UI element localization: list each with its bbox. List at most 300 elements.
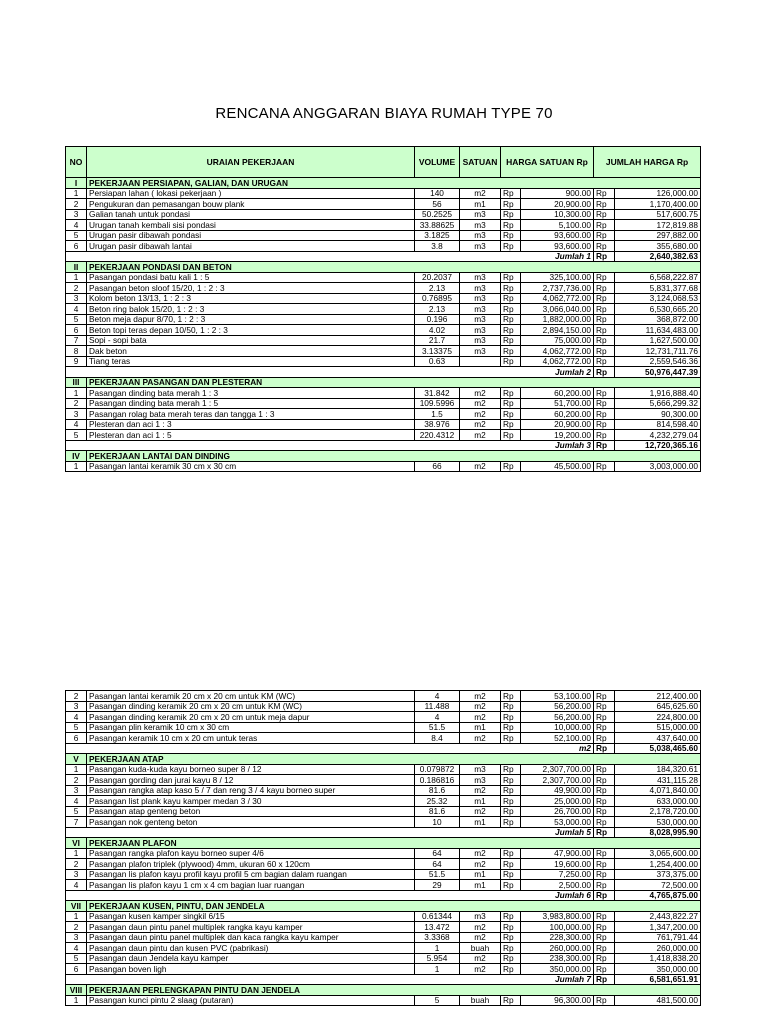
unit-price-cell: 53,100.00 — [521, 691, 594, 702]
work-description: Tiang teras — [87, 356, 415, 367]
table-row — [66, 796, 701, 807]
volume-cell: 21.7 — [415, 335, 460, 346]
total-price-cell: 6,568,222.87 — [615, 272, 701, 283]
table-row — [66, 922, 701, 933]
unit-cell: m1 — [460, 796, 501, 807]
row-number: 7 — [66, 335, 87, 346]
unit-price-cell: 60,200.00 — [521, 388, 594, 399]
unit-price-cell: 5,100.00 — [521, 220, 594, 231]
row-number: 3 — [66, 701, 87, 712]
total-price-cell: 633,000.00 — [615, 796, 701, 807]
volume-cell: 0.76895 — [415, 293, 460, 304]
unit-price-cell: 238,300.00 — [521, 953, 594, 964]
currency-label: Rp — [594, 293, 615, 304]
total-price-cell: 72,500.00 — [615, 880, 701, 891]
table-row — [66, 356, 701, 367]
table-row — [66, 346, 701, 357]
unit-cell: m2 — [460, 922, 501, 933]
unit-cell: m2 — [460, 848, 501, 859]
unit-cell: m3 — [460, 220, 501, 231]
currency-label: Rp — [594, 701, 615, 712]
currency-label: Rp — [594, 251, 615, 262]
currency-label: Rp — [501, 922, 521, 933]
table-row — [66, 199, 701, 210]
row-number: 9 — [66, 356, 87, 367]
currency-label: Rp — [501, 943, 521, 954]
section-header-row — [66, 262, 701, 273]
total-price-cell: 184,320.61 — [615, 764, 701, 775]
unit-cell: m3 — [460, 304, 501, 315]
currency-label: Rp — [594, 722, 615, 733]
unit-cell: m2 — [460, 409, 501, 420]
cost-table-bottom — [65, 690, 701, 1006]
total-price-cell: 6,530,665.20 — [615, 304, 701, 315]
work-description: Pasangan rangka plafon kayu borneo super 4/6 — [87, 848, 415, 859]
unit-cell: m3 — [460, 272, 501, 283]
volume-cell: 109.5996 — [415, 398, 460, 409]
currency-label: Rp — [501, 388, 521, 399]
unit-price-cell: 47,900.00 — [521, 848, 594, 859]
unit-price-cell: 7,250.00 — [521, 869, 594, 880]
volume-cell: 8.4 — [415, 733, 460, 744]
total-price-cell: 431,115.28 — [615, 775, 701, 786]
currency-label: Rp — [501, 461, 521, 472]
table-row — [66, 995, 701, 1006]
currency-label: Rp — [594, 848, 615, 859]
row-number: 2 — [66, 398, 87, 409]
currency-label: Rp — [501, 430, 521, 441]
section-number: VIII — [66, 985, 87, 996]
unit-price-cell: 3,983,800.00 — [521, 911, 594, 922]
work-description: Pasangan pondasi batu kali 1 : 5 — [87, 272, 415, 283]
header-jumlah-harga: JUMLAH HARGA Rp — [594, 147, 701, 178]
row-number: 1 — [66, 461, 87, 472]
total-price-cell: 4,232,279.04 — [615, 430, 701, 441]
unit-cell: m2 — [460, 461, 501, 472]
currency-label: Rp — [501, 230, 521, 241]
volume-cell: 0.186816 — [415, 775, 460, 786]
row-number: 1 — [66, 911, 87, 922]
unit-cell — [460, 356, 501, 367]
currency-label: Rp — [594, 943, 615, 954]
table-row — [66, 409, 701, 420]
unit-price-cell: 93,600.00 — [521, 230, 594, 241]
work-description: Pasangan lantai keramik 20 cm x 20 cm untuk KM (WC) — [87, 691, 415, 702]
subtotal-row — [66, 890, 701, 901]
currency-label: Rp — [594, 346, 615, 357]
table-row — [66, 859, 701, 870]
subtotal-amount: 6,581,651.91 — [615, 974, 701, 985]
total-price-cell: 350,000.00 — [615, 964, 701, 975]
work-description: Pasangan boven ligh — [87, 964, 415, 975]
section-header-row — [66, 838, 701, 849]
table-row — [66, 953, 701, 964]
table-row — [66, 764, 701, 775]
subtotal-amount: 50,976,447.39 — [615, 367, 701, 378]
unit-cell: m2 — [460, 701, 501, 712]
unit-price-cell: 49,900.00 — [521, 785, 594, 796]
unit-price-cell: 10,300.00 — [521, 209, 594, 220]
table-row — [66, 388, 701, 399]
row-number: 3 — [66, 209, 87, 220]
currency-label: Rp — [501, 932, 521, 943]
unit-cell: m3 — [460, 325, 501, 336]
currency-label: Rp — [594, 922, 615, 933]
unit-cell: m2 — [460, 859, 501, 870]
subtotal-label: m2 — [66, 743, 594, 754]
header-volume: VOLUME — [415, 147, 460, 178]
unit-price-cell: 260,000.00 — [521, 943, 594, 954]
table-row — [66, 461, 701, 472]
currency-label: Rp — [594, 304, 615, 315]
volume-cell: 0.196 — [415, 314, 460, 325]
row-number: 5 — [66, 230, 87, 241]
unit-price-cell: 51,700.00 — [521, 398, 594, 409]
total-price-cell: 5,831,377.68 — [615, 283, 701, 294]
volume-cell: 3.13375 — [415, 346, 460, 357]
table-row — [66, 335, 701, 346]
currency-label: Rp — [594, 796, 615, 807]
volume-cell: 140 — [415, 188, 460, 199]
volume-cell: 3.3368 — [415, 932, 460, 943]
volume-cell: 64 — [415, 848, 460, 859]
volume-cell: 0.079872 — [415, 764, 460, 775]
subtotal-amount: 12,720,365.16 — [615, 440, 701, 451]
work-description: Pasangan gording dan jurai kayu 8 / 12 — [87, 775, 415, 786]
currency-label: Rp — [501, 283, 521, 294]
table-row — [66, 806, 701, 817]
currency-label: Rp — [594, 775, 615, 786]
row-number: 4 — [66, 419, 87, 430]
unit-cell: m3 — [460, 209, 501, 220]
unit-price-cell: 2,307,700.00 — [521, 764, 594, 775]
unit-price-cell: 96,300.00 — [521, 995, 594, 1006]
unit-cell: m1 — [460, 199, 501, 210]
currency-label: Rp — [594, 356, 615, 367]
row-number: 5 — [66, 722, 87, 733]
section-number: VI — [66, 838, 87, 849]
table-row — [66, 943, 701, 954]
volume-cell: 3.8 — [415, 241, 460, 252]
currency-label: Rp — [594, 691, 615, 702]
total-price-cell: 90,300.00 — [615, 409, 701, 420]
total-price-cell: 12,731,711.76 — [615, 346, 701, 357]
row-number: 4 — [66, 943, 87, 954]
currency-label: Rp — [501, 953, 521, 964]
section-number: VII — [66, 901, 87, 912]
section-number: III — [66, 377, 87, 388]
work-description: Pasangan kunci pintu 2 slaag (putaran) — [87, 995, 415, 1006]
work-description: Plesteran dan aci 1 : 5 — [87, 430, 415, 441]
table-row — [66, 880, 701, 891]
section-title: PEKERJAAN PERSIAPAN, GALIAN, DAN URUGAN — [87, 178, 701, 189]
volume-cell: 11.488 — [415, 701, 460, 712]
row-number: 3 — [66, 293, 87, 304]
volume-cell: 50.2525 — [415, 209, 460, 220]
work-description: Urugan tanah kembali sisi pondasi — [87, 220, 415, 231]
work-description: Pasangan list plank kayu kamper medan 3 / 30 — [87, 796, 415, 807]
currency-label: Rp — [594, 230, 615, 241]
cost-table-top — [65, 146, 701, 472]
unit-cell: m1 — [460, 880, 501, 891]
unit-cell: m2 — [460, 712, 501, 723]
row-number: 3 — [66, 932, 87, 943]
currency-label: Rp — [501, 764, 521, 775]
currency-label: Rp — [501, 346, 521, 357]
row-number: 4 — [66, 304, 87, 315]
table-row — [66, 293, 701, 304]
row-number: 1 — [66, 388, 87, 399]
currency-label: Rp — [501, 775, 521, 786]
volume-cell: 4.02 — [415, 325, 460, 336]
currency-label: Rp — [594, 461, 615, 472]
row-number: 5 — [66, 430, 87, 441]
work-description: Pasangan nok genteng beton — [87, 817, 415, 828]
work-description: Pasangan rangka atap kaso 5 / 7 dan reng 3 / 4 kayu borneo super — [87, 785, 415, 796]
currency-label: Rp — [594, 806, 615, 817]
unit-price-cell: 53,000.00 — [521, 817, 594, 828]
work-description: Pasangan beton sloof 15/20, 1 : 2 : 3 — [87, 283, 415, 294]
currency-label: Rp — [594, 743, 615, 754]
section-number: V — [66, 754, 87, 765]
total-price-cell: 212,400.00 — [615, 691, 701, 702]
table-row — [66, 272, 701, 283]
currency-label: Rp — [501, 220, 521, 231]
total-price-cell: 2,559,546.36 — [615, 356, 701, 367]
table-row — [66, 785, 701, 796]
unit-cell: m2 — [460, 398, 501, 409]
total-price-cell: 3,003,000.00 — [615, 461, 701, 472]
unit-cell: m2 — [460, 953, 501, 964]
total-price-cell: 260,000.00 — [615, 943, 701, 954]
currency-label: Rp — [501, 335, 521, 346]
subtotal-amount: 2,640,382.63 — [615, 251, 701, 262]
work-description: Pasangan daun pintu panel multiplek dan kaca rangka kayu kamper — [87, 932, 415, 943]
currency-label: Rp — [594, 409, 615, 420]
row-number: 6 — [66, 241, 87, 252]
row-number: 2 — [66, 283, 87, 294]
section-title: PEKERJAAN ATAP — [87, 754, 701, 765]
volume-cell: 4 — [415, 691, 460, 702]
work-description: Pasangan plafon triplek (plywood) 4mm, ukuran 60 x 120cm — [87, 859, 415, 870]
row-number: 2 — [66, 922, 87, 933]
work-description: Plesteran dan aci 1 : 3 — [87, 419, 415, 430]
table-row — [66, 733, 701, 744]
volume-cell: 33.88625 — [415, 220, 460, 231]
header-uraian: URAIAN PEKERJAAN — [87, 147, 415, 178]
currency-label: Rp — [501, 293, 521, 304]
unit-price-cell: 52,100.00 — [521, 733, 594, 744]
table-row — [66, 430, 701, 441]
work-description: Urugan pasir dibawah lantai — [87, 241, 415, 252]
unit-price-cell: 4,062,772.00 — [521, 356, 594, 367]
work-description: Pasangan kusen kamper singkil 6/15 — [87, 911, 415, 922]
total-price-cell: 1,170,400.00 — [615, 199, 701, 210]
table-row — [66, 817, 701, 828]
total-price-cell: 2,443,822.27 — [615, 911, 701, 922]
unit-cell: m3 — [460, 346, 501, 357]
currency-label: Rp — [594, 388, 615, 399]
volume-cell: 64 — [415, 859, 460, 870]
volume-cell: 29 — [415, 880, 460, 891]
unit-cell: m2 — [460, 932, 501, 943]
unit-price-cell: 3,066,040.00 — [521, 304, 594, 315]
unit-price-cell: 10,000.00 — [521, 722, 594, 733]
row-number: 3 — [66, 785, 87, 796]
volume-cell: 1.5 — [415, 409, 460, 420]
row-number: 5 — [66, 314, 87, 325]
unit-price-cell: 325,100.00 — [521, 272, 594, 283]
currency-label: Rp — [594, 314, 615, 325]
subtotal-row — [66, 440, 701, 451]
currency-label: Rp — [501, 995, 521, 1006]
section-title: PEKERJAAN LANTAI DAN DINDING — [87, 451, 701, 462]
currency-label: Rp — [501, 712, 521, 723]
unit-price-cell: 4,062,772.00 — [521, 346, 594, 357]
unit-cell: m2 — [460, 188, 501, 199]
currency-label: Rp — [501, 304, 521, 315]
currency-label: Rp — [501, 859, 521, 870]
work-description: Pasangan dinding keramik 20 cm x 20 cm untuk meja dapur — [87, 712, 415, 723]
total-price-cell: 373,375.00 — [615, 869, 701, 880]
volume-cell: 66 — [415, 461, 460, 472]
currency-label: Rp — [594, 188, 615, 199]
currency-label: Rp — [594, 241, 615, 252]
row-number: 1 — [66, 188, 87, 199]
table-row — [66, 964, 701, 975]
unit-price-cell: 2,500.00 — [521, 880, 594, 891]
table-row — [66, 283, 701, 294]
unit-cell: m2 — [460, 388, 501, 399]
section-header-row — [66, 985, 701, 996]
unit-price-cell: 350,000.00 — [521, 964, 594, 975]
section-header-row — [66, 377, 701, 388]
total-price-cell: 481,500.00 — [615, 995, 701, 1006]
currency-label: Rp — [594, 335, 615, 346]
row-number: 4 — [66, 712, 87, 723]
table-row — [66, 325, 701, 336]
table-row — [66, 869, 701, 880]
currency-label: Rp — [501, 409, 521, 420]
currency-label: Rp — [594, 733, 615, 744]
table-row — [66, 712, 701, 723]
total-price-cell: 515,000.00 — [615, 722, 701, 733]
row-number: 2 — [66, 775, 87, 786]
volume-cell: 10 — [415, 817, 460, 828]
work-description: Pengukuran dan pemasangan bouw plank — [87, 199, 415, 210]
table-header-row — [66, 147, 701, 178]
total-price-cell: 4,071,840.00 — [615, 785, 701, 796]
row-number: 2 — [66, 199, 87, 210]
unit-price-cell: 20,900.00 — [521, 199, 594, 210]
unit-cell: m2 — [460, 806, 501, 817]
section-number: IV — [66, 451, 87, 462]
work-description: Dak beton — [87, 346, 415, 357]
header-satuan: SATUAN — [460, 147, 501, 178]
unit-price-cell: 2,894,150.00 — [521, 325, 594, 336]
section-header-row — [66, 178, 701, 189]
unit-price-cell: 19,200.00 — [521, 430, 594, 441]
table-row — [66, 398, 701, 409]
total-price-cell: 3,065,600.00 — [615, 848, 701, 859]
currency-label: Rp — [594, 890, 615, 901]
subtotal-label: Jumlah 5 — [66, 827, 594, 838]
volume-cell: 51.5 — [415, 869, 460, 880]
volume-cell: 38.976 — [415, 419, 460, 430]
unit-cell: m2 — [460, 733, 501, 744]
work-description: Pasangan atap genteng beton — [87, 806, 415, 817]
table-row — [66, 241, 701, 252]
subtotal-amount: 8,028,995.90 — [615, 827, 701, 838]
total-price-cell: 1,418,838.20 — [615, 953, 701, 964]
work-description: Pasangan lis plafon kayu profil kayu profil 5 cm bagian dalam ruangan — [87, 869, 415, 880]
currency-label: Rp — [594, 430, 615, 441]
unit-cell: m3 — [460, 764, 501, 775]
currency-label: Rp — [594, 272, 615, 283]
unit-price-cell: 75,000.00 — [521, 335, 594, 346]
unit-cell: m1 — [460, 722, 501, 733]
volume-cell: 1 — [415, 964, 460, 975]
header-no: NO — [66, 147, 87, 178]
total-price-cell: 1,347,200.00 — [615, 922, 701, 933]
volume-cell: 0.63 — [415, 356, 460, 367]
total-price-cell: 1,254,400.00 — [615, 859, 701, 870]
unit-cell: m3 — [460, 335, 501, 346]
volume-cell: 51.5 — [415, 722, 460, 733]
currency-label: Rp — [594, 199, 615, 210]
table-row — [66, 209, 701, 220]
section-header-row — [66, 754, 701, 765]
currency-label: Rp — [501, 869, 521, 880]
table-row — [66, 848, 701, 859]
unit-price-cell: 100,000.00 — [521, 922, 594, 933]
table-row — [66, 304, 701, 315]
unit-cell: m3 — [460, 293, 501, 304]
currency-label: Rp — [501, 314, 521, 325]
unit-price-cell: 56,200.00 — [521, 712, 594, 723]
subtotal-amount: 5,038,465.60 — [615, 743, 701, 754]
currency-label: Rp — [594, 953, 615, 964]
total-price-cell: 172,819.88 — [615, 220, 701, 231]
total-price-cell: 761,791.44 — [615, 932, 701, 943]
section-header-row — [66, 901, 701, 912]
volume-cell: 25.32 — [415, 796, 460, 807]
currency-label: Rp — [501, 880, 521, 891]
work-description: Beton topi teras depan 10/50, 1 : 2 : 3 — [87, 325, 415, 336]
work-description: Galian tanah untuk pondasi — [87, 209, 415, 220]
currency-label: Rp — [594, 764, 615, 775]
currency-label: Rp — [594, 932, 615, 943]
total-price-cell: 530,000.00 — [615, 817, 701, 828]
subtotal-row — [66, 974, 701, 985]
currency-label: Rp — [501, 964, 521, 975]
currency-label: Rp — [594, 325, 615, 336]
total-price-cell: 437,640.00 — [615, 733, 701, 744]
work-description: Pasangan plin keramik 10 cm x 30 cm — [87, 722, 415, 733]
volume-cell: 31.842 — [415, 388, 460, 399]
unit-cell: m3 — [460, 911, 501, 922]
volume-cell: 81.6 — [415, 785, 460, 796]
row-number: 4 — [66, 796, 87, 807]
work-description: Pasangan daun pintu dan kusen PVC (pabrikasi) — [87, 943, 415, 954]
currency-label: Rp — [501, 785, 521, 796]
unit-price-cell: 93,600.00 — [521, 241, 594, 252]
work-description: Pasangan dinding bata merah 1 : 3 — [87, 388, 415, 399]
row-number: 1 — [66, 995, 87, 1006]
subtotal-row — [66, 367, 701, 378]
currency-label: Rp — [594, 827, 615, 838]
section-title: PEKERJAAN PONDASI DAN BETON — [87, 262, 701, 273]
